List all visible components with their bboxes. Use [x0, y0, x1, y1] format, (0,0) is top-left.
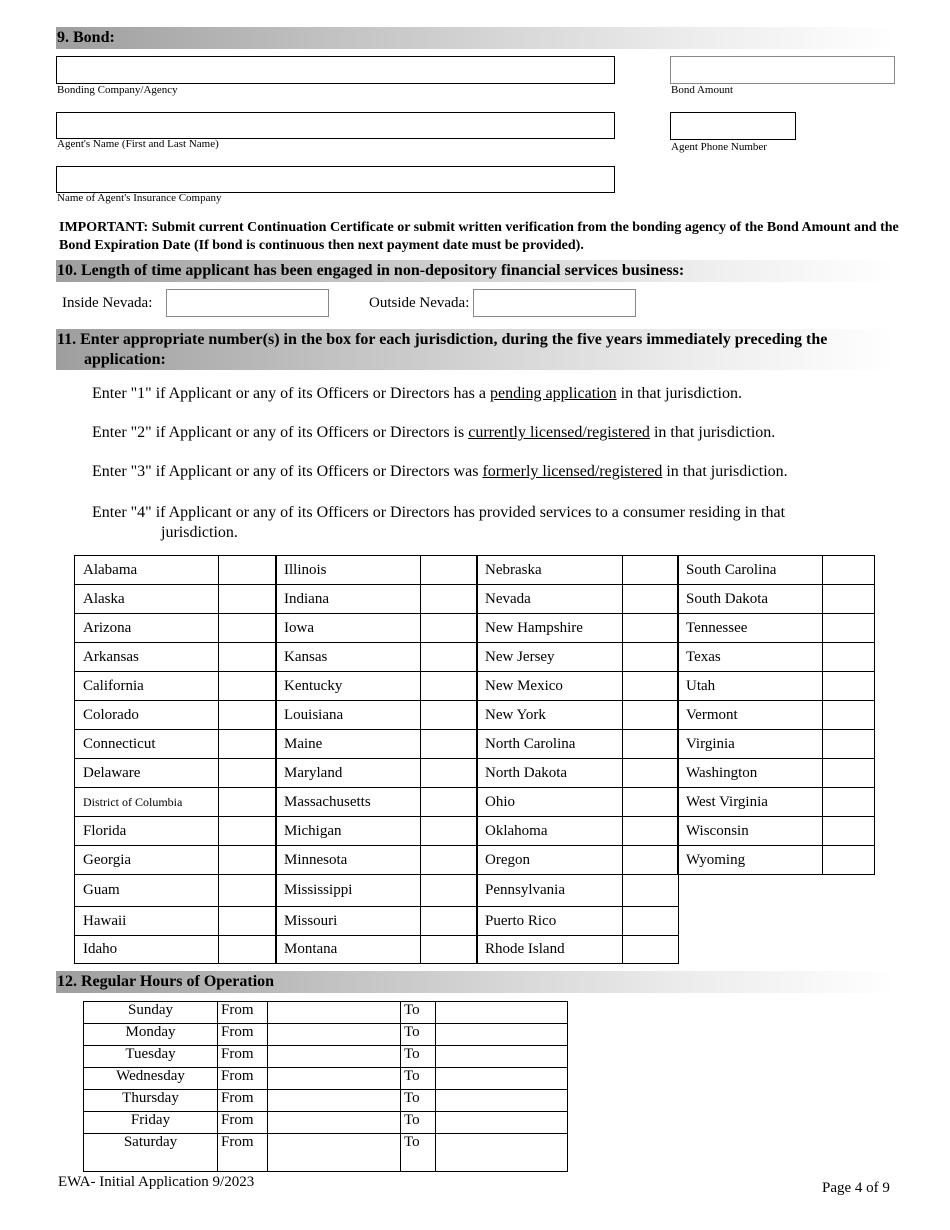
section-11-title-line2: application:: [84, 351, 166, 368]
jurisdiction-entry-box[interactable]: [421, 907, 478, 936]
to-label: To: [401, 1112, 436, 1134]
to-label: To: [401, 1002, 436, 1024]
jurisdiction-name: Wisconsin: [678, 817, 823, 846]
jurisdiction-name: Tennessee: [678, 614, 823, 643]
from-time-input[interactable]: [268, 1134, 401, 1172]
bonding-company-label: Bonding Company/Agency: [57, 84, 178, 96]
jurisdiction-row: [276, 730, 478, 759]
footer-form-id: EWA- Initial Application 9/2023: [58, 1174, 255, 1190]
jurisdiction-name: Utah: [678, 672, 823, 701]
jurisdiction-entry-box[interactable]: [219, 788, 277, 817]
day-label: Sunday: [84, 1002, 218, 1024]
jurisdiction-name: Texas: [678, 643, 823, 672]
jurisdiction-row: [477, 817, 679, 846]
agent-phone-input[interactable]: [670, 112, 796, 140]
agent-name-input[interactable]: [56, 112, 615, 139]
jurisdiction-name: Guam: [75, 875, 219, 907]
jurisdiction-entry-box[interactable]: [623, 907, 679, 936]
jurisdiction-entry-box[interactable]: [421, 759, 478, 788]
jurisdiction-table-col1: [74, 555, 277, 964]
jurisdiction-name: Connecticut: [75, 730, 219, 759]
jurisdiction-row: [477, 585, 679, 614]
jurisdiction-name: Puerto Rico: [477, 907, 623, 936]
to-time-input[interactable]: [436, 1090, 568, 1112]
jurisdiction-row: [477, 936, 679, 964]
section-10-header: 10. Length of time applicant has been engaged in non-depository financial services business:: [56, 260, 896, 282]
jurisdiction-name: Florida: [75, 817, 219, 846]
instruction-2: Enter "2" if Applicant or any of its Officers or Directors is currently licensed/registered in that jurisdiction.: [92, 424, 776, 441]
from-label: From: [218, 1068, 268, 1090]
important-text: Submit current Continuation Certificate or submit written verification from the bonding agency of the Bond Amount and the Bond Expiration Date (If bond is continuous then next payment date must be provided).: [59, 220, 899, 253]
jurisdiction-entry-box[interactable]: [219, 614, 277, 643]
jurisdiction-name: Delaware: [75, 759, 219, 788]
agent-insurance-label: Name of Agent's Insurance Company: [57, 192, 222, 204]
section-9-header: 9. Bond:: [56, 27, 896, 49]
important-prefix: IMPORTANT:: [59, 220, 149, 235]
jurisdiction-entry-box[interactable]: [823, 817, 875, 846]
jurisdiction-entry-box[interactable]: [823, 614, 875, 643]
agent-name-label: Agent's Name (First and Last Name): [57, 138, 219, 150]
to-time-input[interactable]: [436, 1002, 568, 1024]
bond-amount-input[interactable]: [670, 56, 895, 84]
jurisdiction-row: [276, 701, 478, 730]
jurisdiction-entry-box[interactable]: [623, 936, 679, 964]
day-label: Saturday: [84, 1134, 218, 1172]
bond-amount-label: Bond Amount: [671, 84, 734, 96]
jurisdiction-entry-box[interactable]: [219, 907, 277, 936]
jurisdiction-entry-box[interactable]: [823, 672, 875, 701]
jurisdiction-row: [75, 817, 277, 846]
day-label: Friday: [84, 1112, 218, 1134]
jurisdiction-entry-box[interactable]: [623, 643, 679, 672]
hours-row: [84, 1024, 568, 1046]
jurisdiction-row: [75, 788, 277, 817]
jurisdiction-row: [75, 759, 277, 788]
hours-table: [83, 1001, 568, 1172]
jurisdiction-entry-box[interactable]: [823, 730, 875, 759]
jurisdiction-entry-box[interactable]: [219, 817, 277, 846]
jurisdiction-name: North Dakota: [477, 759, 623, 788]
jurisdiction-entry-box[interactable]: [219, 556, 277, 585]
jurisdiction-entry-box[interactable]: [421, 672, 478, 701]
jurisdiction-name: Minnesota: [276, 846, 421, 875]
agent-phone-label: Agent Phone Number: [671, 141, 767, 153]
jurisdiction-entry-box[interactable]: [823, 846, 875, 875]
jurisdiction-row: [75, 846, 277, 875]
jurisdiction-row: [678, 730, 875, 759]
jurisdiction-row: [477, 788, 679, 817]
jurisdiction-name: District of Columbia: [75, 788, 219, 817]
jurisdiction-name: Iowa: [276, 614, 421, 643]
jurisdiction-row: [276, 643, 478, 672]
jurisdiction-row: [276, 817, 478, 846]
jurisdiction-entry-box[interactable]: [623, 759, 679, 788]
jurisdiction-row: [276, 614, 478, 643]
jurisdiction-row: [276, 788, 478, 817]
jurisdiction-name: Louisiana: [276, 701, 421, 730]
jurisdiction-entry-box[interactable]: [219, 875, 277, 907]
jurisdiction-entry-box[interactable]: [823, 556, 875, 585]
to-time-input[interactable]: [436, 1112, 568, 1134]
jurisdiction-table-col2: [275, 555, 478, 964]
jurisdiction-row: [678, 643, 875, 672]
jurisdiction-name: South Carolina: [678, 556, 823, 585]
instruction-3: Enter "3" if Applicant or any of its Officers or Directors was formerly licensed/registered in that jurisdiction.: [92, 463, 788, 480]
jurisdiction-name: Oregon: [477, 846, 623, 875]
jurisdiction-name: Nebraska: [477, 556, 623, 585]
jurisdiction-entry-box[interactable]: [623, 788, 679, 817]
instruction-1: Enter "1" if Applicant or any of its Officers or Directors has a pending application in that jurisdiction.: [92, 385, 742, 402]
jurisdiction-row: [678, 556, 875, 585]
jurisdiction-entry-box[interactable]: [623, 585, 679, 614]
jurisdiction-entry-box[interactable]: [219, 730, 277, 759]
bonding-company-input[interactable]: [56, 56, 615, 84]
jurisdiction-row: [75, 907, 277, 936]
jurisdiction-entry-box[interactable]: [421, 788, 478, 817]
jurisdiction-name: Arizona: [75, 614, 219, 643]
from-time-input[interactable]: [268, 1024, 401, 1046]
jurisdiction-row: [276, 759, 478, 788]
hours-row: [84, 1046, 568, 1068]
jurisdiction-row: [477, 875, 679, 907]
jurisdiction-name: Michigan: [276, 817, 421, 846]
jurisdiction-name: New York: [477, 701, 623, 730]
from-label: From: [218, 1024, 268, 1046]
jurisdiction-row: [276, 672, 478, 701]
jurisdiction-entry-box[interactable]: [623, 846, 679, 875]
jurisdiction-entry-box[interactable]: [623, 701, 679, 730]
from-time-input[interactable]: [268, 1002, 401, 1024]
jurisdiction-name: Hawaii: [75, 907, 219, 936]
jurisdiction-row: [75, 730, 277, 759]
to-label: To: [401, 1134, 436, 1172]
jurisdiction-name: Massachusetts: [276, 788, 421, 817]
jurisdiction-name: Georgia: [75, 846, 219, 875]
jurisdiction-entry-box[interactable]: [421, 643, 478, 672]
jurisdiction-name: Arkansas: [75, 643, 219, 672]
to-label: To: [401, 1068, 436, 1090]
jurisdiction-name: Indiana: [276, 585, 421, 614]
hours-row: [84, 1002, 568, 1024]
hours-row: [84, 1112, 568, 1134]
section-11-header: [56, 329, 896, 370]
jurisdiction-entry-box[interactable]: [421, 936, 478, 964]
inside-nevada-label: Inside Nevada:: [62, 295, 153, 311]
from-time-input[interactable]: [268, 1090, 401, 1112]
jurisdiction-entry-box[interactable]: [421, 701, 478, 730]
jurisdiction-row: [75, 585, 277, 614]
jurisdiction-row: [477, 730, 679, 759]
jurisdiction-name: Colorado: [75, 701, 219, 730]
instruction-4: Enter "4" if Applicant or any of its Officers or Directors has provided services to a consumer residing in that jurisdiction.: [92, 504, 786, 541]
from-label: From: [218, 1112, 268, 1134]
jurisdiction-row: [678, 585, 875, 614]
jurisdiction-entry-box[interactable]: [623, 875, 679, 907]
jurisdiction-name: Vermont: [678, 701, 823, 730]
hours-row: [84, 1090, 568, 1112]
important-note: [59, 219, 899, 255]
jurisdiction-row: [276, 936, 478, 964]
jurisdiction-entry-box[interactable]: [421, 846, 478, 875]
jurisdiction-row: [75, 936, 277, 964]
jurisdiction-name: Kansas: [276, 643, 421, 672]
jurisdiction-entry-box[interactable]: [421, 614, 478, 643]
to-time-input[interactable]: [436, 1046, 568, 1068]
jurisdiction-row: [678, 817, 875, 846]
from-label: From: [218, 1046, 268, 1068]
jurisdiction-entry-box[interactable]: [219, 701, 277, 730]
outside-nevada-label: Outside Nevada:: [369, 295, 470, 311]
jurisdiction-name: Missouri: [276, 907, 421, 936]
jurisdiction-entry-box[interactable]: [623, 730, 679, 759]
jurisdiction-entry-box[interactable]: [421, 730, 478, 759]
jurisdiction-name: West Virginia: [678, 788, 823, 817]
jurisdiction-name: Virginia: [678, 730, 823, 759]
jurisdiction-row: [477, 614, 679, 643]
jurisdiction-name: Kentucky: [276, 672, 421, 701]
to-time-input[interactable]: [436, 1068, 568, 1090]
jurisdiction-entry-box[interactable]: [823, 643, 875, 672]
to-label: To: [401, 1046, 436, 1068]
from-label: From: [218, 1090, 268, 1112]
jurisdiction-row: [276, 585, 478, 614]
jurisdiction-name: Alabama: [75, 556, 219, 585]
jurisdiction-row: [477, 556, 679, 585]
jurisdiction-name: Maine: [276, 730, 421, 759]
day-label: Monday: [84, 1024, 218, 1046]
day-label: Tuesday: [84, 1046, 218, 1068]
jurisdiction-row: [75, 672, 277, 701]
jurisdiction-row: [477, 907, 679, 936]
jurisdiction-entry-box[interactable]: [623, 556, 679, 585]
jurisdiction-row: [75, 556, 277, 585]
jurisdiction-entry-box[interactable]: [219, 672, 277, 701]
outside-nevada-input[interactable]: [473, 289, 636, 317]
jurisdiction-name: New Mexico: [477, 672, 623, 701]
jurisdiction-row: [75, 643, 277, 672]
jurisdiction-name: California: [75, 672, 219, 701]
jurisdiction-row: [75, 701, 277, 730]
from-time-input[interactable]: [268, 1046, 401, 1068]
jurisdiction-entry-box[interactable]: [421, 585, 478, 614]
jurisdiction-row: [276, 846, 478, 875]
jurisdiction-row: [678, 788, 875, 817]
jurisdiction-row: [477, 846, 679, 875]
jurisdiction-name: Ohio: [477, 788, 623, 817]
jurisdiction-row: [75, 614, 277, 643]
from-time-input[interactable]: [268, 1112, 401, 1134]
hours-row: [84, 1068, 568, 1090]
jurisdiction-row: [276, 907, 478, 936]
jurisdiction-entry-box[interactable]: [219, 585, 277, 614]
jurisdiction-row: [477, 672, 679, 701]
jurisdiction-entry-box[interactable]: [219, 643, 277, 672]
jurisdiction-row: [477, 643, 679, 672]
to-time-input[interactable]: [436, 1134, 568, 1172]
jurisdiction-entry-box[interactable]: [623, 614, 679, 643]
jurisdiction-name: Idaho: [75, 936, 219, 964]
jurisdiction-name: North Carolina: [477, 730, 623, 759]
day-label: Thursday: [84, 1090, 218, 1112]
jurisdiction-row: [477, 759, 679, 788]
to-label: To: [401, 1090, 436, 1112]
jurisdiction-entry-box[interactable]: [219, 759, 277, 788]
jurisdiction-name: Wyoming: [678, 846, 823, 875]
jurisdiction-row: [276, 875, 478, 907]
jurisdiction-name: New Hampshire: [477, 614, 623, 643]
inside-nevada-input[interactable]: [166, 289, 329, 317]
from-label: From: [218, 1134, 268, 1172]
hours-row: [84, 1134, 568, 1172]
jurisdiction-entry-box[interactable]: [623, 817, 679, 846]
jurisdiction-entry-box[interactable]: [219, 936, 277, 964]
jurisdiction-name: Washington: [678, 759, 823, 788]
to-label: To: [401, 1024, 436, 1046]
jurisdiction-name: Nevada: [477, 585, 623, 614]
jurisdiction-row: [678, 701, 875, 730]
jurisdiction-row: [678, 614, 875, 643]
jurisdiction-entry-box[interactable]: [421, 817, 478, 846]
from-time-input[interactable]: [268, 1068, 401, 1090]
jurisdiction-entry-box[interactable]: [823, 788, 875, 817]
jurisdiction-name: Maryland: [276, 759, 421, 788]
jurisdiction-name: Oklahoma: [477, 817, 623, 846]
day-label: Wednesday: [84, 1068, 218, 1090]
jurisdiction-row: [678, 672, 875, 701]
jurisdiction-name: Pennsylvania: [477, 875, 623, 907]
jurisdiction-table-col3: [476, 555, 679, 964]
jurisdiction-row: [678, 846, 875, 875]
footer-page-number: Page 4 of 9: [822, 1180, 890, 1196]
jurisdiction-name: Rhode Island: [477, 936, 623, 964]
section-12-header: 12. Regular Hours of Operation: [56, 971, 896, 993]
jurisdiction-table-col4: [677, 555, 875, 875]
jurisdiction-name: Montana: [276, 936, 421, 964]
jurisdiction-entry-box[interactable]: [623, 672, 679, 701]
agent-insurance-input[interactable]: [56, 166, 615, 193]
jurisdiction-entry-box[interactable]: [823, 759, 875, 788]
from-label: From: [218, 1002, 268, 1024]
jurisdiction-name: Illinois: [276, 556, 421, 585]
jurisdiction-row: [75, 875, 277, 907]
to-time-input[interactable]: [436, 1024, 568, 1046]
jurisdiction-name: Mississippi: [276, 875, 421, 907]
jurisdiction-entry-box[interactable]: [421, 556, 478, 585]
jurisdiction-entry-box[interactable]: [219, 846, 277, 875]
jurisdiction-row: [276, 556, 478, 585]
jurisdiction-row: [477, 701, 679, 730]
section-11-title-line1: 11. Enter appropriate number(s) in the box for each jurisdiction, during the five years immediately preceding the: [57, 331, 828, 348]
jurisdiction-name: Alaska: [75, 585, 219, 614]
jurisdiction-entry-box[interactable]: [421, 875, 478, 907]
jurisdiction-row: [678, 759, 875, 788]
jurisdiction-name: South Dakota: [678, 585, 823, 614]
jurisdiction-name: New Jersey: [477, 643, 623, 672]
jurisdiction-entry-box[interactable]: [823, 701, 875, 730]
jurisdiction-entry-box[interactable]: [823, 585, 875, 614]
